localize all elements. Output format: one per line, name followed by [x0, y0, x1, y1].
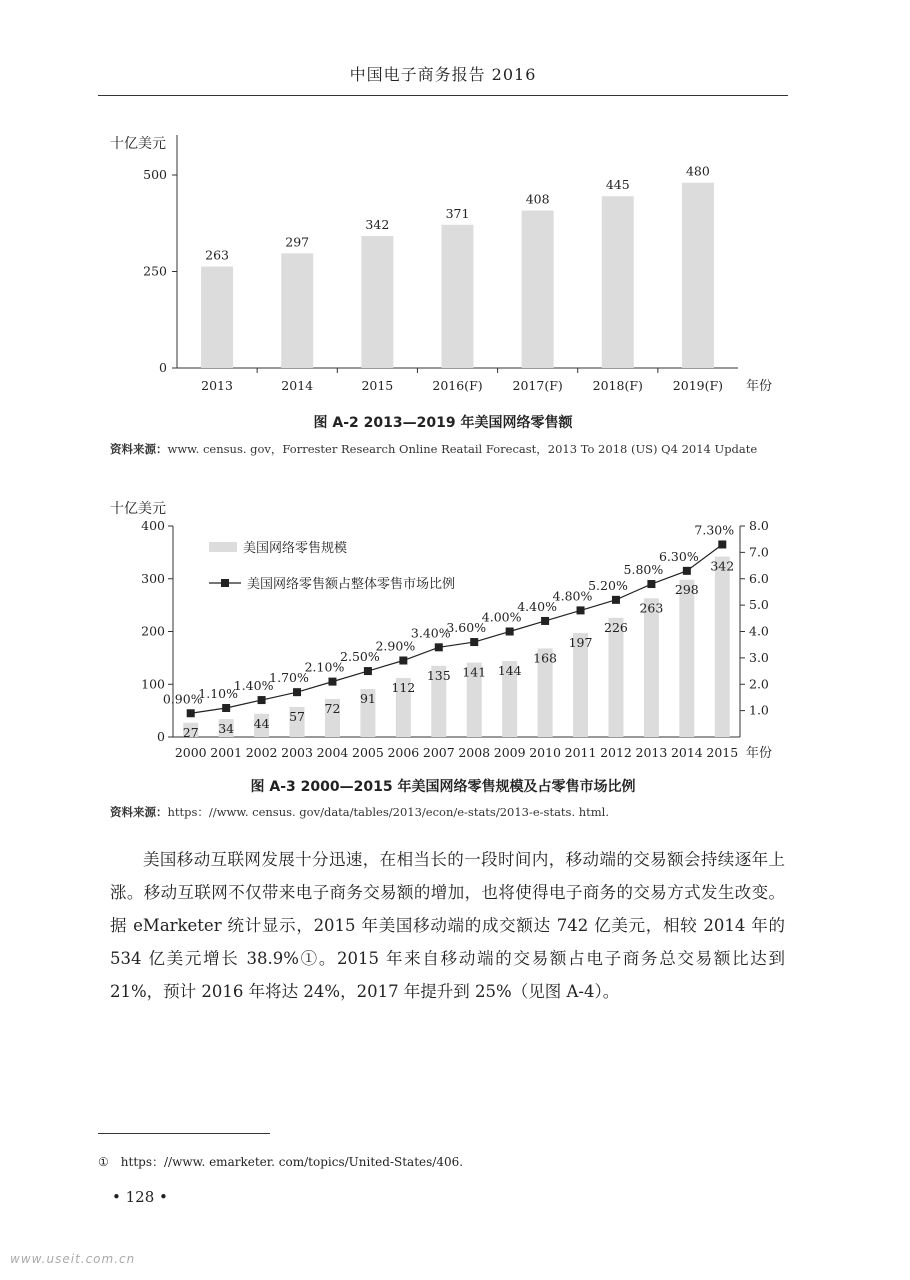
bar-value-label: 263	[205, 247, 230, 263]
bar-value-label: 135	[426, 667, 451, 683]
bar	[608, 618, 623, 737]
bar	[522, 211, 554, 368]
x-tick-label: 2013	[201, 378, 233, 393]
right-tick-label: 3.0	[749, 649, 769, 665]
chart-online-retail-2000-2015	[100, 496, 800, 772]
line-marker	[718, 540, 726, 548]
bar-value-label: 72	[324, 701, 341, 717]
x-tick-label: 2014	[281, 378, 314, 393]
legend-line-label: 美国网络零售额占整体零售市场比例	[247, 577, 456, 592]
line-marker	[435, 643, 443, 651]
bar-value-label: 91	[359, 690, 376, 706]
watermark: www.useit.com.cn	[10, 1252, 136, 1266]
y-axis-label: 十亿美元	[110, 136, 166, 152]
line-value-label: 2.10%	[304, 659, 345, 675]
line-marker	[187, 709, 195, 717]
bar	[201, 266, 233, 368]
bar-value-label: 263	[639, 600, 664, 616]
left-tick-label: 200	[141, 623, 165, 639]
x-tick-label: 2002	[245, 745, 278, 760]
x-axis-label: 年份	[746, 746, 773, 761]
line-marker	[328, 678, 336, 686]
y-tick-label: 0	[159, 360, 167, 375]
x-axis-label: 年份	[746, 379, 773, 394]
bar-value-label: 197	[568, 635, 593, 651]
bar-value-label: 371	[445, 205, 470, 221]
x-tick-label: 2007	[422, 745, 455, 760]
left-tick-label: 300	[141, 570, 165, 586]
line-value-label: 6.30%	[658, 548, 699, 564]
bar	[679, 580, 694, 737]
x-tick-label: 2018(F)	[592, 378, 643, 393]
line-value-label: 4.00%	[481, 609, 522, 625]
bar	[281, 253, 313, 368]
bar-value-label: 445	[605, 177, 630, 193]
x-tick-label: 2014	[670, 745, 703, 760]
figure-a2-source: 资料来源：www. census. gov，Forrester Research Online Reatail Forecast，2013 To 2018 (US) Q4 2014 Update	[110, 442, 758, 456]
running-header: 中国电子商务报告 2016	[349, 65, 537, 84]
bar-value-label: 112	[391, 679, 416, 695]
x-tick-label: 2013	[635, 745, 668, 760]
bar	[644, 598, 659, 737]
x-tick-label: 2017(F)	[512, 378, 563, 393]
y-tick-label: 250	[143, 263, 167, 279]
bar	[361, 236, 393, 368]
right-tick-label: 2.0	[749, 676, 769, 692]
bar-value-label: 57	[289, 708, 305, 724]
line-marker	[506, 628, 514, 636]
right-tick-label: 7.0	[749, 544, 769, 560]
chart-online-retail-2013-2019	[100, 130, 790, 400]
bar-value-label: 141	[462, 664, 487, 680]
figure-a3-caption: 图 A-3 2000—2015 年美国网络零售规模及占零售市场比例	[250, 779, 636, 795]
x-tick-label: 2011	[564, 745, 597, 760]
line-value-label: 7.30%	[694, 522, 735, 538]
bar	[442, 225, 474, 368]
line-marker	[541, 617, 549, 625]
line-value-label: 5.80%	[623, 562, 664, 578]
line-value-label: 1.40%	[233, 678, 274, 694]
bar-value-label: 34	[218, 721, 235, 737]
y-axis-label-left: 十亿美元	[110, 501, 166, 517]
bar-value-label: 168	[533, 650, 558, 666]
bar	[682, 183, 714, 368]
x-tick-label: 2019(F)	[672, 378, 724, 393]
bar-value-label: 342	[365, 216, 390, 232]
x-tick-label: 2010	[529, 745, 561, 760]
line-value-label: 5.20%	[588, 577, 628, 593]
figure-a3-source: 资料来源：https：//www. census. gov/data/tables/2013/econ/e-stats/2013-e-stats. html.	[110, 805, 610, 819]
y-tick-label: 500	[143, 167, 167, 182]
legend-bar-swatch	[209, 542, 237, 552]
body-paragraph: 美国移动互联网发展十分迅速，在相当长的一段时间内，移动端的交易额会持续逐年上涨。移动互联网不仅带来电子商务交易额的增加，也将使得电子商务的交易方式发生改变。据 eMarketer 统计显示，2015 年美国移动端的成交额达 742 亿美元，相较 2014 年的 534 亿美元增长 38.9%①。2015 年来自移动端的交易额占电子商务总交易额比达到 21%，预计 2016 年将达 24%，2017 年提升到 25%（见图 A-4）。	[110, 850, 785, 1001]
page-number: • 128 •	[112, 1188, 168, 1206]
line-marker	[647, 580, 655, 588]
x-tick-label: 2000	[174, 745, 207, 760]
bar-value-label: 44	[253, 715, 270, 731]
legend-line-marker	[221, 579, 229, 587]
line-value-label: 4.80%	[552, 588, 593, 604]
header-rule	[98, 95, 788, 96]
line-value-label: 2.50%	[340, 649, 380, 665]
footnote	[98, 1153, 463, 1170]
footnote-link[interactable]: https：//www. emarketer. com/topics/United-States/406.	[120, 1155, 464, 1169]
footnote-mark: ①	[98, 1155, 109, 1169]
line-marker	[399, 657, 407, 665]
x-tick-label: 2009	[493, 745, 526, 760]
left-tick-label: 100	[141, 676, 165, 692]
line-marker	[470, 638, 478, 646]
x-tick-label: 2016(F)	[432, 378, 483, 393]
x-tick-label: 2006	[387, 745, 420, 760]
x-tick-label: 2015	[706, 745, 739, 760]
line-value-label: 1.70%	[269, 670, 309, 686]
line-marker	[364, 667, 372, 675]
bar-value-label: 27	[182, 724, 199, 740]
line-marker	[258, 696, 266, 704]
line-value-label: 3.60%	[446, 620, 487, 636]
footnote-rule	[98, 1133, 270, 1134]
right-tick-label: 8.0	[749, 518, 769, 533]
line-value-label: 2.90%	[375, 638, 416, 654]
left-tick-label: 0	[157, 729, 165, 744]
bar-value-label: 298	[674, 581, 699, 597]
bar-value-label: 144	[497, 663, 522, 679]
line-marker	[577, 606, 585, 614]
figure-a2-caption: 图 A-2 2013—2019 年美国网络零售额	[313, 415, 573, 431]
bar-value-label: 297	[285, 234, 310, 250]
right-tick-label: 5.0	[749, 597, 769, 613]
right-tick-label: 4.0	[749, 623, 769, 639]
x-tick-label: 2015	[361, 378, 394, 393]
right-tick-label: 6.0	[749, 570, 769, 586]
line-marker	[683, 567, 691, 575]
line-value-label: 4.40%	[517, 598, 557, 614]
x-tick-label: 2001	[210, 745, 243, 760]
x-tick-label: 2003	[281, 745, 313, 760]
line-value-label: 3.40%	[410, 625, 451, 641]
bar-value-label: 342	[710, 558, 735, 574]
x-tick-label: 2004	[316, 745, 349, 760]
line-marker	[222, 704, 230, 712]
x-tick-label: 2012	[600, 745, 632, 760]
legend-bar-label: 美国网络零售规模	[243, 541, 348, 556]
bar-value-label: 226	[604, 619, 628, 635]
bar-value-label: 408	[525, 191, 550, 207]
line-marker	[293, 688, 301, 696]
bar-value-label: 480	[685, 163, 710, 179]
line-value-label: 0.90%	[162, 691, 203, 707]
left-tick-label: 400	[141, 518, 165, 533]
bar	[602, 196, 634, 368]
bar	[715, 557, 730, 737]
line-value-label: 1.10%	[198, 685, 239, 701]
line-marker	[612, 596, 620, 604]
x-tick-label: 2008	[458, 745, 491, 760]
x-tick-label: 2005	[352, 745, 384, 760]
right-tick-label: 1.0	[749, 702, 769, 718]
